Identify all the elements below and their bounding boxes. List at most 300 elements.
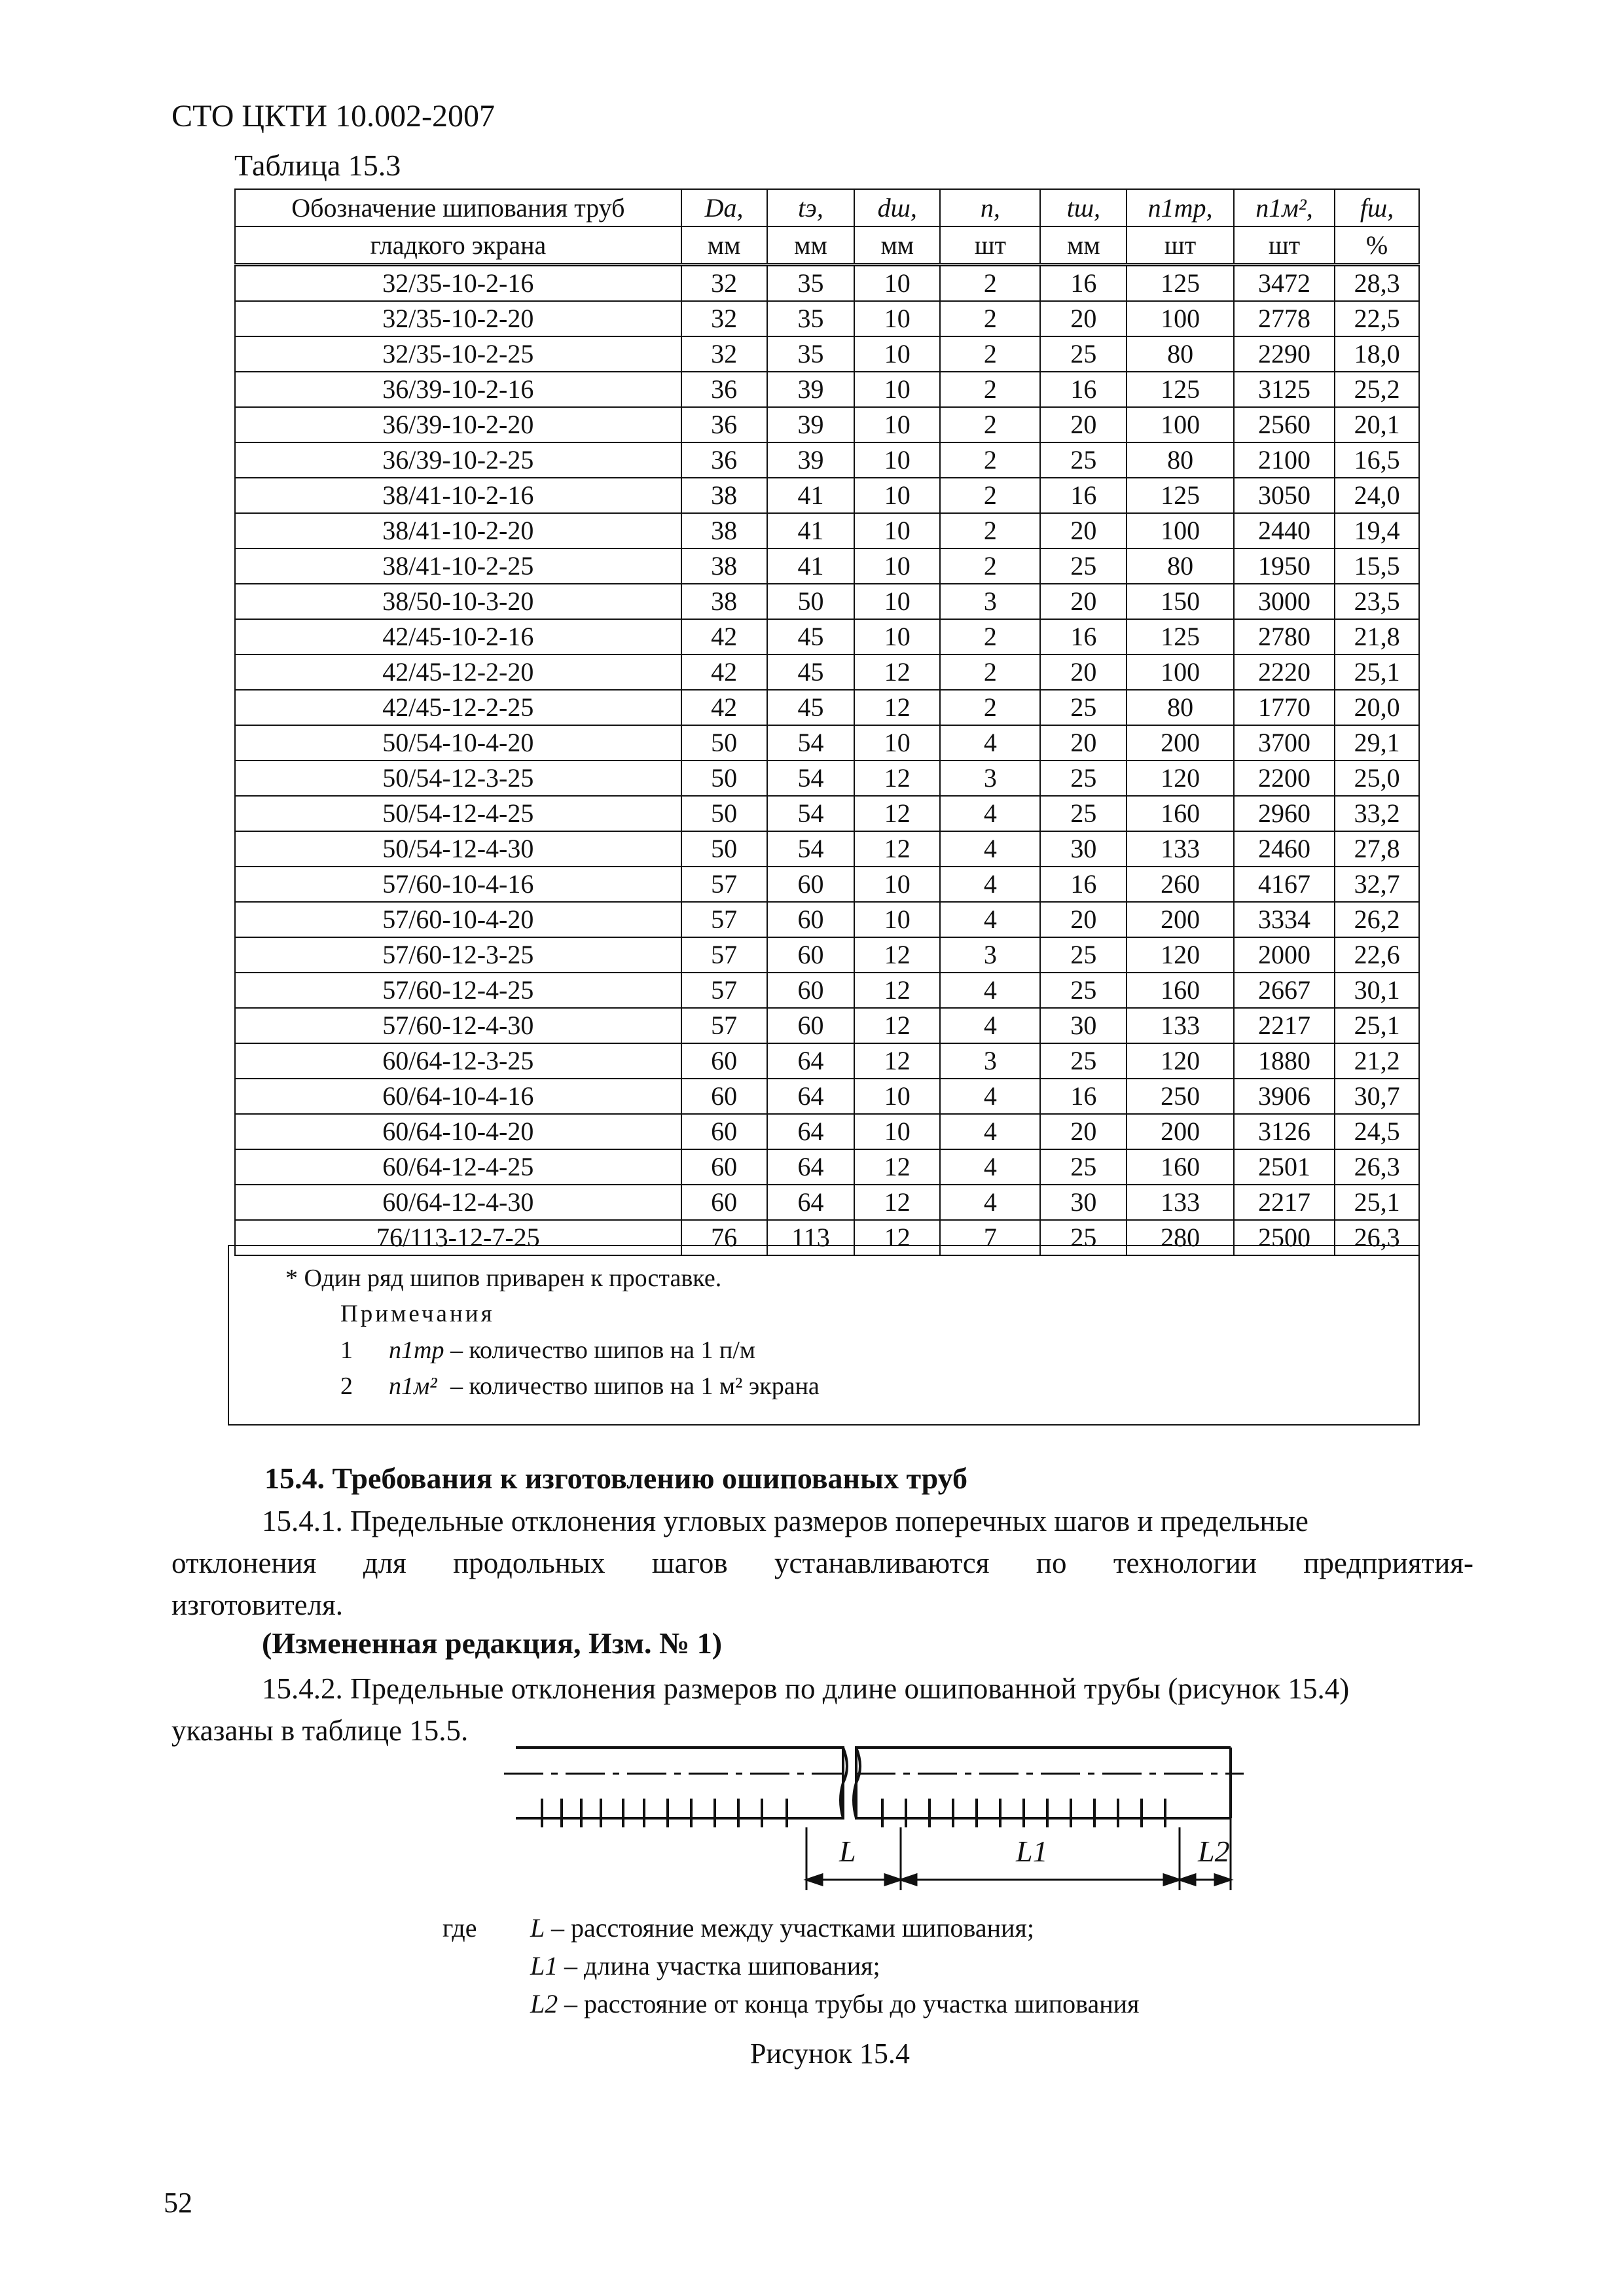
document-header: СТО ЦКТИ 10.002-2007 (171, 99, 496, 134)
table-cell: 10 (854, 442, 940, 478)
table-cell: 133 (1127, 1008, 1234, 1043)
table-cell: 10 (854, 584, 940, 619)
table-cell: 4 (940, 973, 1040, 1008)
table-cell: 4 (940, 1149, 1040, 1185)
table-cell: 57 (681, 867, 767, 902)
table-cell: 120 (1127, 1043, 1234, 1079)
table-cell: 4167 (1234, 867, 1335, 902)
table-cell: 4 (940, 831, 1040, 867)
table-cell: 16 (1040, 619, 1127, 655)
legend-text-l: – расстояние между участками шипования; (551, 1913, 1034, 1943)
table-cell: 10 (854, 867, 940, 902)
table-cell: 60 (681, 1185, 767, 1220)
table-cell: 54 (767, 761, 855, 796)
table-cell: 25 (1040, 761, 1127, 796)
section-heading: 15.4. Требования к изготовлению ошипованых труб (264, 1462, 967, 1495)
table-cell: 25 (1040, 937, 1127, 973)
table-cell: 280 (1127, 1220, 1234, 1255)
table-cell: 200 (1127, 1114, 1234, 1149)
table-cell: 35 (767, 265, 855, 302)
table-cell: 25,1 (1335, 1185, 1419, 1220)
table-cell: 60 (767, 1008, 855, 1043)
table-cell: 19,4 (1335, 513, 1419, 548)
table-row (235, 831, 1419, 867)
table-cell: 3472 (1234, 265, 1335, 302)
table-row (235, 1185, 1419, 1220)
table-cell: 3 (940, 584, 1040, 619)
table-cell: 100 (1127, 407, 1234, 442)
table-cell: 10 (854, 478, 940, 513)
table-cell: 64 (767, 1043, 855, 1079)
table-cell: 2778 (1234, 301, 1335, 336)
table-cell: 30 (1040, 1008, 1127, 1043)
table-cell: 25 (1040, 336, 1127, 372)
table-cell: 2 (940, 265, 1040, 302)
legend-text-l1: – длина участка шипования; (564, 1951, 880, 1981)
header-da: Da, (681, 189, 767, 226)
table-cell: 200 (1127, 902, 1234, 937)
table-cell: 4 (940, 1008, 1040, 1043)
table-cell: 35 (767, 336, 855, 372)
table-row (235, 548, 1419, 584)
table-cell: 16 (1040, 478, 1127, 513)
table-row (235, 655, 1419, 690)
table-row (235, 407, 1419, 442)
table-cell: 4 (940, 867, 1040, 902)
table-row (235, 1008, 1419, 1043)
designation-cell: 57/60-12-3-25 (235, 937, 681, 973)
table-row (235, 761, 1419, 796)
table-cell: 20 (1040, 1114, 1127, 1149)
table-cell: 10 (854, 407, 940, 442)
dimension-label-l2: L2 (1198, 1835, 1230, 1868)
table-cell: 133 (1127, 1185, 1234, 1220)
table-cell: 12 (854, 690, 940, 725)
designation-cell: 57/60-12-4-30 (235, 1008, 681, 1043)
table-cell: 10 (854, 372, 940, 407)
table-cell: 36 (681, 442, 767, 478)
table-cell: 4 (940, 725, 1040, 761)
table-header (235, 189, 1419, 265)
table-cell: 64 (767, 1185, 855, 1220)
table-cell: 133 (1127, 831, 1234, 867)
pipe-right-section-body (928, 1748, 1231, 1818)
paragraph-15-4-2-line1: 15.4.2. Предельные отклонения размеров по длине ошипованной трубы (рисунок 15.4) (262, 1672, 1350, 1705)
table-row (235, 725, 1419, 761)
designation-cell: 57/60-10-4-16 (235, 867, 681, 902)
table-row (235, 902, 1419, 937)
table-cell: 3700 (1234, 725, 1335, 761)
table-cell: 12 (854, 1043, 940, 1079)
table-body (235, 265, 1419, 1256)
note-1-symbol: n1тр (389, 1336, 444, 1364)
table-cell: 60 (681, 1079, 767, 1114)
table-cell: 60 (767, 902, 855, 937)
footnote: * Один ряд шипов приварен к проставке. (285, 1265, 722, 1292)
designation-cell: 60/64-12-4-25 (235, 1149, 681, 1185)
table-cell: 3334 (1234, 902, 1335, 937)
note-2-text: – количество шипов на 1 м² экрана (450, 1372, 820, 1400)
table-row (235, 301, 1419, 336)
table-cell: 2 (940, 372, 1040, 407)
legend-symbol-l1: L1 (530, 1951, 558, 1981)
table-cell: 2 (940, 619, 1040, 655)
table-cell: 39 (767, 407, 855, 442)
table-caption: Таблица 15.3 (234, 149, 401, 182)
table-cell: 100 (1127, 301, 1234, 336)
header-designation: Обозначение шипования труб (235, 189, 681, 226)
designation-cell: 60/64-12-4-30 (235, 1185, 681, 1220)
page-number: 52 (164, 2187, 192, 2219)
table-cell: 60 (681, 1114, 767, 1149)
table-cell: 25 (1040, 1043, 1127, 1079)
table-cell: 12 (854, 1185, 940, 1220)
table-cell: 113 (767, 1220, 855, 1255)
table-cell: 4 (940, 1185, 1040, 1220)
designation-cell: 50/54-12-4-25 (235, 796, 681, 831)
note-1-number: 1 (340, 1336, 353, 1364)
table-cell: 36 (681, 372, 767, 407)
table-cell: 57 (681, 937, 767, 973)
designation-cell: 50/54-12-4-30 (235, 831, 681, 867)
figure-15-4-diagram (484, 1741, 1270, 1911)
table-cell: 54 (767, 831, 855, 867)
table-cell: 22,6 (1335, 937, 1419, 973)
table-cell: 125 (1127, 372, 1234, 407)
table-cell: 2 (940, 301, 1040, 336)
table-cell: 60 (767, 973, 855, 1008)
paragraph-15-4-1-line1: 15.4.1. Предельные отклонения угловых размеров поперечных шагов и предельные (262, 1505, 1308, 1537)
pipe-left-section (516, 1748, 843, 1818)
legend-text-l2: – расстояние от конца трубы до участка шипования (564, 1989, 1140, 2018)
dimension-label-l: L (839, 1835, 856, 1868)
table-cell: 57 (681, 902, 767, 937)
designation-cell: 76/113-12-7-25 (235, 1220, 681, 1255)
table-cell: 3 (940, 1043, 1040, 1079)
header-n1tr: n1тр, (1127, 189, 1234, 226)
table-cell: 10 (854, 902, 940, 937)
paragraph-15-4-1-line3: изготовителя. (171, 1588, 344, 1621)
header-n1tr-unit: шт (1127, 226, 1234, 265)
table-cell: 45 (767, 690, 855, 725)
table-cell: 2 (940, 442, 1040, 478)
table-cell: 39 (767, 442, 855, 478)
table-cell: 35 (767, 301, 855, 336)
paragraph-15-4-1-line2: отклонения для продольных шагов устанавливаются по технологии предприятия- (171, 1547, 1473, 1579)
table-cell: 3 (940, 761, 1040, 796)
table-cell: 32,7 (1335, 867, 1419, 902)
table-cell: 15,5 (1335, 548, 1419, 584)
table-row (235, 1043, 1419, 1079)
designation-cell: 50/54-12-3-25 (235, 761, 681, 796)
header-n-unit: шт (940, 226, 1040, 265)
table-cell: 20 (1040, 902, 1127, 937)
table-cell: 21,2 (1335, 1043, 1419, 1079)
table-cell: 57 (681, 973, 767, 1008)
table-cell: 29,1 (1335, 725, 1419, 761)
table-cell: 100 (1127, 513, 1234, 548)
table-cell: 20 (1040, 407, 1127, 442)
table-cell: 1880 (1234, 1043, 1335, 1079)
table-cell: 25,1 (1335, 655, 1419, 690)
designation-cell: 32/35-10-2-16 (235, 265, 681, 302)
table-cell: 50 (681, 831, 767, 867)
table-cell: 2217 (1234, 1185, 1335, 1220)
table-cell: 60 (681, 1043, 767, 1079)
table-cell: 42 (681, 619, 767, 655)
table-cell: 2 (940, 407, 1040, 442)
table-cell: 2217 (1234, 1008, 1335, 1043)
pipe-right-section-left-end (856, 1748, 928, 1818)
table-cell: 10 (854, 265, 940, 302)
table-cell: 4 (940, 1114, 1040, 1149)
designation-cell: 50/54-10-4-20 (235, 725, 681, 761)
table-cell: 18,0 (1335, 336, 1419, 372)
table-cell: 160 (1127, 1149, 1234, 1185)
table-row (235, 336, 1419, 372)
designation-cell: 42/45-12-2-25 (235, 690, 681, 725)
table-cell: 38 (681, 513, 767, 548)
table-cell: 25 (1040, 548, 1127, 584)
designation-cell: 38/41-10-2-16 (235, 478, 681, 513)
table-cell: 12 (854, 1220, 940, 1255)
table-cell: 3126 (1234, 1114, 1335, 1149)
table-cell: 10 (854, 619, 940, 655)
table-cell: 10 (854, 301, 940, 336)
designation-cell: 60/64-10-4-16 (235, 1079, 681, 1114)
designation-cell: 38/50-10-3-20 (235, 584, 681, 619)
table-row (235, 265, 1419, 302)
table-cell: 125 (1127, 265, 1234, 302)
table-cell: 2 (940, 513, 1040, 548)
table-cell: 2 (940, 478, 1040, 513)
table-cell: 25 (1040, 690, 1127, 725)
table-cell: 50 (681, 796, 767, 831)
table-row (235, 937, 1419, 973)
dimension-label-l1: L1 (1016, 1835, 1048, 1868)
header-fsh: fш, (1335, 189, 1419, 226)
table-cell: 16 (1040, 265, 1127, 302)
designation-cell: 60/64-12-3-25 (235, 1043, 681, 1079)
table-cell: 3000 (1234, 584, 1335, 619)
table-cell: 12 (854, 973, 940, 1008)
notes-title: Примечания (340, 1300, 495, 1327)
table-cell: 30,1 (1335, 973, 1419, 1008)
table-cell: 3 (940, 937, 1040, 973)
table-cell: 26,3 (1335, 1220, 1419, 1255)
table-cell: 38 (681, 584, 767, 619)
table-cell: 2500 (1234, 1220, 1335, 1255)
legend-where: где (442, 1913, 477, 1943)
table-cell: 32 (681, 265, 767, 302)
header-n1m2: n1м², (1234, 189, 1335, 226)
table-cell: 32 (681, 301, 767, 336)
table-row (235, 1079, 1419, 1114)
table-cell: 45 (767, 655, 855, 690)
figure-caption: Рисунок 15.4 (750, 2037, 910, 2070)
table-cell: 54 (767, 796, 855, 831)
table-cell: 260 (1127, 867, 1234, 902)
table-cell: 25,0 (1335, 761, 1419, 796)
table-cell: 4 (940, 1079, 1040, 1114)
table-cell: 36 (681, 407, 767, 442)
table-row (235, 1114, 1419, 1149)
table-row (235, 796, 1419, 831)
table-cell: 76 (681, 1220, 767, 1255)
table-cell: 64 (767, 1079, 855, 1114)
table-cell: 2780 (1234, 619, 1335, 655)
table-cell: 80 (1127, 690, 1234, 725)
table-cell: 64 (767, 1149, 855, 1185)
table-row (235, 690, 1419, 725)
table-cell: 20 (1040, 301, 1127, 336)
table-cell: 50 (681, 725, 767, 761)
table-cell: 12 (854, 937, 940, 973)
table-cell: 20 (1040, 584, 1127, 619)
table-cell: 2220 (1234, 655, 1335, 690)
designation-cell: 36/39-10-2-25 (235, 442, 681, 478)
table-cell: 41 (767, 548, 855, 584)
table-cell: 2 (940, 690, 1040, 725)
table-cell: 100 (1127, 655, 1234, 690)
table-cell: 120 (1127, 761, 1234, 796)
table-cell: 41 (767, 513, 855, 548)
table-cell: 10 (854, 725, 940, 761)
table-cell: 25 (1040, 1149, 1127, 1185)
table-cell: 7 (940, 1220, 1040, 1255)
table-cell: 41 (767, 478, 855, 513)
designation-cell: 42/45-10-2-16 (235, 619, 681, 655)
table-cell: 12 (854, 655, 940, 690)
table-cell: 42 (681, 690, 767, 725)
header-tsh-unit: мм (1040, 226, 1127, 265)
table-row (235, 1149, 1419, 1185)
table-cell: 30 (1040, 831, 1127, 867)
table-cell: 80 (1127, 442, 1234, 478)
header-dsh-unit: мм (854, 226, 940, 265)
table-cell: 64 (767, 1114, 855, 1149)
table-cell: 60 (767, 867, 855, 902)
header-tsh: tш, (1040, 189, 1127, 226)
table-cell: 120 (1127, 937, 1234, 973)
table-cell: 3125 (1234, 372, 1335, 407)
table-cell: 12 (854, 1149, 940, 1185)
table-cell: 160 (1127, 796, 1234, 831)
designation-cell: 57/60-12-4-25 (235, 973, 681, 1008)
legend-symbol-l2: L2 (530, 1989, 558, 2018)
table-cell: 26,2 (1335, 902, 1419, 937)
table-cell: 200 (1127, 725, 1234, 761)
table-cell: 20 (1040, 513, 1127, 548)
table-row (235, 478, 1419, 513)
table-cell: 42 (681, 655, 767, 690)
table-cell: 2100 (1234, 442, 1335, 478)
table-cell: 23,5 (1335, 584, 1419, 619)
table-cell: 24,5 (1335, 1114, 1419, 1149)
table-cell: 12 (854, 1008, 940, 1043)
table-cell: 57 (681, 1008, 767, 1043)
table-cell: 28,3 (1335, 265, 1419, 302)
table-cell: 20 (1040, 725, 1127, 761)
paragraph-15-4-2-line2: указаны в таблице 15.5. (171, 1714, 469, 1747)
table-cell: 2667 (1234, 973, 1335, 1008)
note-2-symbol: n1м² (389, 1372, 437, 1400)
table-cell: 32 (681, 336, 767, 372)
header-n1m2-unit: шт (1234, 226, 1335, 265)
table-cell: 45 (767, 619, 855, 655)
table-cell: 2290 (1234, 336, 1335, 372)
table-cell: 160 (1127, 973, 1234, 1008)
table-row (235, 442, 1419, 478)
revision-note: (Измененная редакция, Изм. № 1) (262, 1626, 723, 1660)
table-cell: 39 (767, 372, 855, 407)
table-cell: 2 (940, 548, 1040, 584)
table-cell: 24,0 (1335, 478, 1419, 513)
table-cell: 25,2 (1335, 372, 1419, 407)
table-cell: 60 (681, 1149, 767, 1185)
header-te: tэ, (767, 189, 855, 226)
table-cell: 16 (1040, 372, 1127, 407)
table-cell: 16,5 (1335, 442, 1419, 478)
table-row (235, 619, 1419, 655)
table-cell: 125 (1127, 619, 1234, 655)
table-cell: 2440 (1234, 513, 1335, 548)
table-cell: 4 (940, 902, 1040, 937)
table-cell: 12 (854, 831, 940, 867)
table-cell: 80 (1127, 548, 1234, 584)
table-cell: 33,2 (1335, 796, 1419, 831)
note-2-number: 2 (340, 1372, 353, 1400)
note-1-text: – количество шипов на 1 п/м (450, 1336, 755, 1364)
table-cell: 2560 (1234, 407, 1335, 442)
designation-cell: 38/41-10-2-25 (235, 548, 681, 584)
header-designation-sub: гладкого экрана (235, 226, 681, 265)
table-row (235, 372, 1419, 407)
table-cell: 25 (1040, 442, 1127, 478)
legend-symbol-l: L (530, 1913, 545, 1943)
table-cell: 4 (940, 796, 1040, 831)
table-cell: 2000 (1234, 937, 1335, 973)
table-cell: 21,8 (1335, 619, 1419, 655)
designation-cell: 57/60-10-4-20 (235, 902, 681, 937)
table-cell: 1770 (1234, 690, 1335, 725)
table-row (235, 584, 1419, 619)
table-cell: 50 (767, 584, 855, 619)
table-cell: 3050 (1234, 478, 1335, 513)
designation-cell: 38/41-10-2-20 (235, 513, 681, 548)
designation-cell: 42/45-12-2-20 (235, 655, 681, 690)
header-te-unit: мм (767, 226, 855, 265)
table-cell: 27,8 (1335, 831, 1419, 867)
table-cell: 38 (681, 548, 767, 584)
designation-cell: 60/64-10-4-20 (235, 1114, 681, 1149)
table-cell: 2 (940, 655, 1040, 690)
table-cell: 10 (854, 1114, 940, 1149)
table-cell: 16 (1040, 1079, 1127, 1114)
table-cell: 10 (854, 1079, 940, 1114)
table-cell: 2200 (1234, 761, 1335, 796)
header-dsh: dш, (854, 189, 940, 226)
table-cell: 20 (1040, 655, 1127, 690)
table-cell: 16 (1040, 867, 1127, 902)
header-da-unit: мм (681, 226, 767, 265)
table-cell: 3906 (1234, 1079, 1335, 1114)
table-cell: 50 (681, 761, 767, 796)
table-row (235, 867, 1419, 902)
table-cell: 26,3 (1335, 1149, 1419, 1185)
table-row (235, 973, 1419, 1008)
table-cell: 10 (854, 513, 940, 548)
